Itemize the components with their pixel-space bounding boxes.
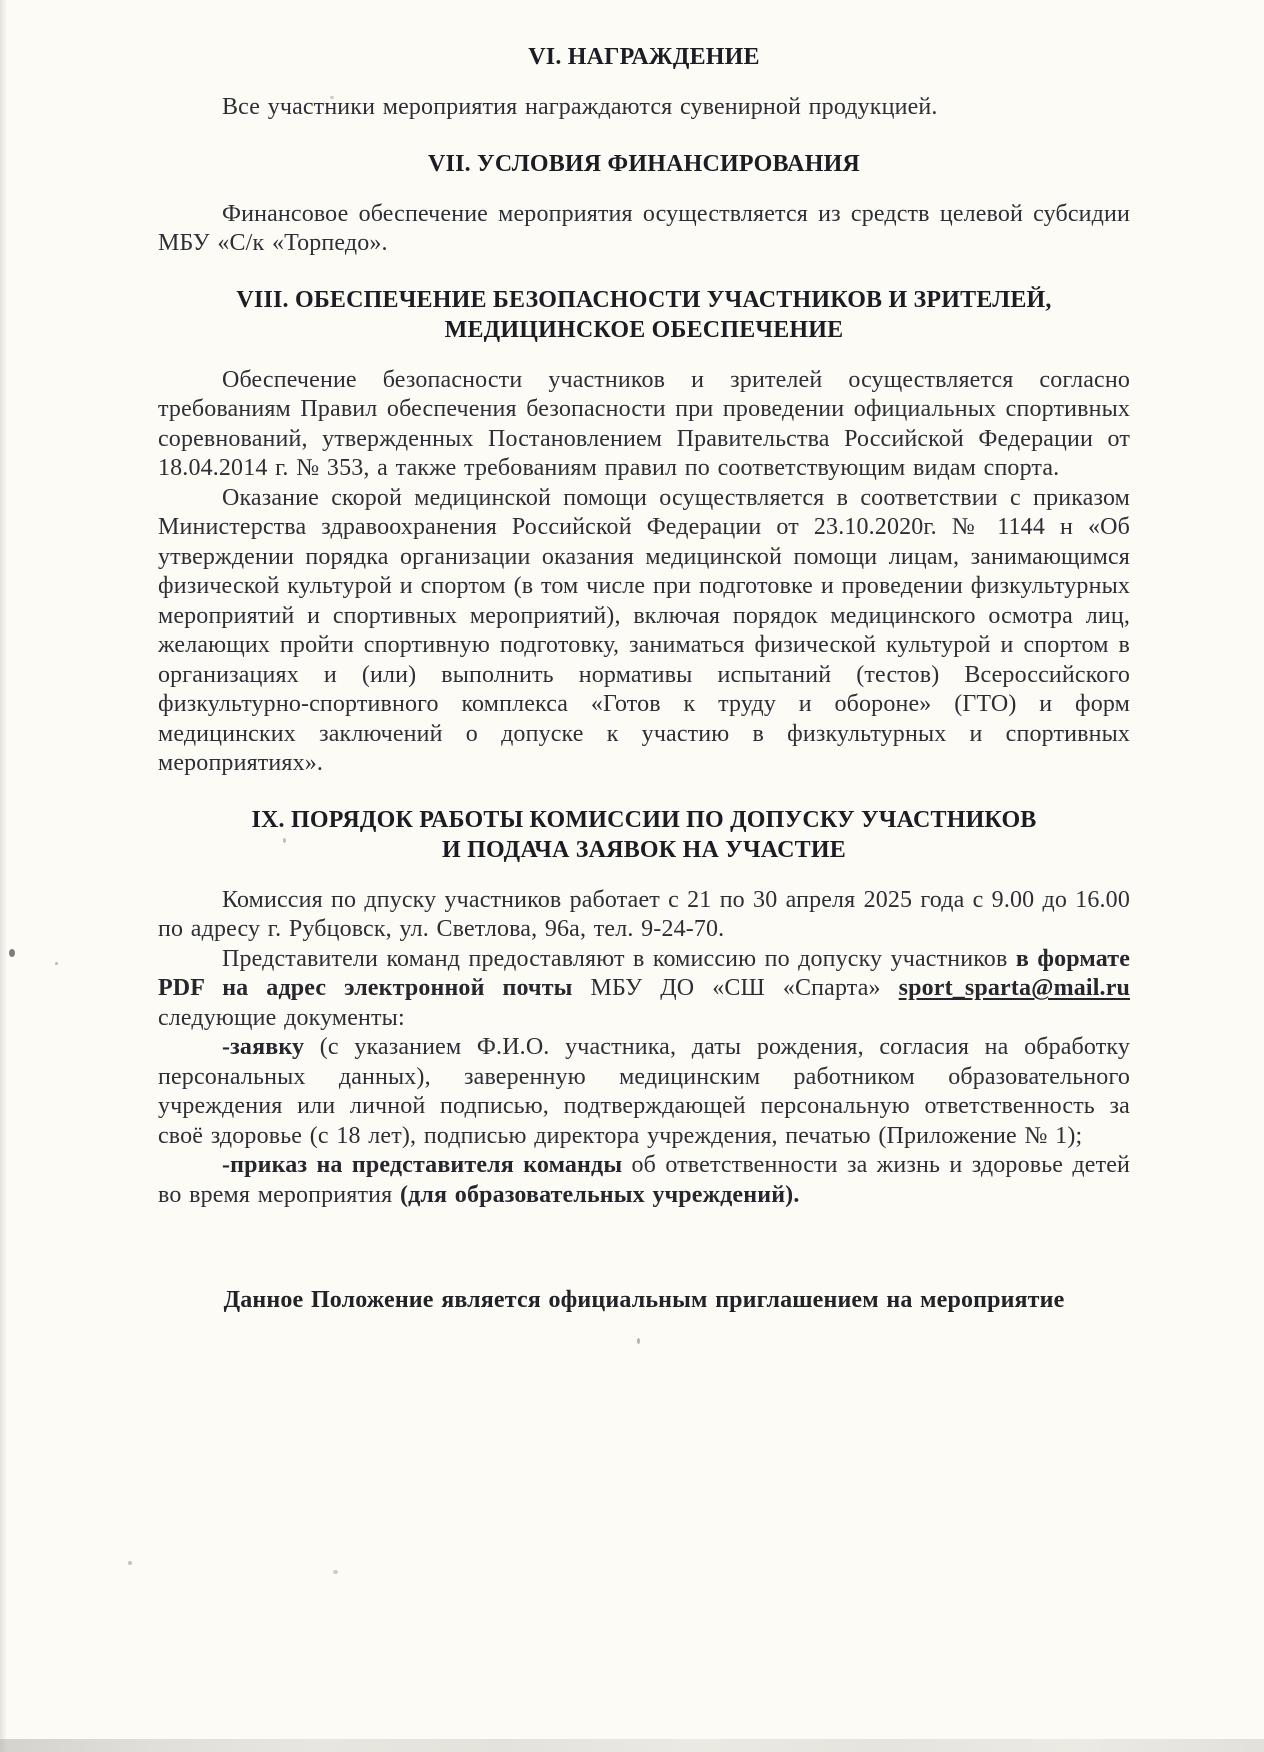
- text-segment: (с указанием Ф.И.О. участника, даты рождения, согласия на обработку персональных данных), заверенную медицинским работником образовательного учреждения или личной подписью, подтверждающей персональную ответственность за своё здоровье (с 18 лет), подписью директора учреждения, печатью (Приложение № 1);: [158, 1034, 1130, 1149]
- section-heading-commission-line1: IX. ПОРЯДОК РАБОТЫ КОМИССИИ ПО ДОПУСКУ УЧАСТНИКОВ: [251, 806, 1037, 833]
- section-heading-financing: VII. УСЛОВИЯ ФИНАНСИРОВАНИЯ: [428, 150, 860, 177]
- text-segment: Представители команд предоставляют в комиссию по допуску участников: [222, 945, 1016, 972]
- section-heading-safety: [158, 285, 1130, 345]
- paragraph-commission-submission: [158, 945, 1130, 1034]
- paragraph-commission-application: [158, 1033, 1130, 1151]
- text-segment: sport_sparta@mail.ru: [898, 975, 1130, 1001]
- text-segment: об ответственности за жизнь и здоровье детей во время мероприятия: [158, 1152, 1131, 1208]
- scan-speck: [9, 949, 15, 957]
- text-segment: -заявку: [222, 1034, 305, 1060]
- section-heading-commission-line2: И ПОДАЧА ЗАЯВОК НА УЧАСТИЕ: [442, 836, 846, 863]
- section-heading-safety-line2: МЕДИЦИНСКОЕ ОБЕСПЕЧЕНИЕ: [444, 316, 844, 343]
- scan-speck: [128, 1561, 132, 1565]
- scan-speck: [55, 962, 58, 965]
- text-segment: (для образовательных учреждений).: [399, 1181, 800, 1208]
- scan-left-edge-artifact: [0, 0, 7, 1752]
- scan-speck: [333, 1570, 338, 1574]
- scan-bottom-band-artifact: [0, 1739, 1264, 1752]
- paragraph-commission-schedule: Комиссия по дпуску участников работает с 21 по 30 апреля 2025 года с 9.00 до 16.00 по адресу г. Рубцовск, ул. Светлова, 96а, тел. 9-24-70.: [158, 886, 1130, 942]
- text-segment: -приказ на представителя команды: [222, 1152, 623, 1178]
- paragraph-medical: Оказание скорой медицинской помощи осуществляется в соответствии с приказом Министерства здравоохранения Российской Федерации от 23.10.2020г. № 1144 н «Об утверждении порядка организации оказания медицинской помощи лицам, занимающимся физической культурой и спортом (в том числе при подготовке и проведении физкультурных мероприятий и спортивных мероприятий), включая порядок медицинского осмотра лиц, желающих пройти спортивную подготовку, заниматься физической культурой и спортом в организациях и (или) выполнить нормативы испытаний (тестов) Всероссийского физкультурно-спортивного комплекса «Готов к труду и обороне» (ГТО) и форм медицинских заключений о допуске к участию в физкультурных и спортивных мероприятиях».: [158, 484, 1130, 776]
- paragraph-financing: Финансовое обеспечение мероприятия осуществляется из средств целевой субсидии МБУ «С/к «Торпедо».: [158, 200, 1130, 256]
- document-content: [158, 42, 1130, 1316]
- section-heading-commission: [158, 805, 1130, 865]
- text-segment: МБУ ДО «СШ «Спарта»: [572, 975, 899, 1001]
- text-segment: в формате PDF на адрес электронной почты: [158, 945, 1130, 1001]
- paragraph-awards: Все участники мероприятия награждаются сувенирной продукцией.: [222, 94, 938, 120]
- paragraph-closing-invitation: Данное Положение является официальным приглашением на мероприятие: [223, 1287, 1065, 1313]
- paragraph-safety: Обеспечение безопасности участников и зрителей осуществляется согласно требованиям Правил обеспечения безопасности при проведении официальных спортивных соревнований, утвержденных Постановлением Правительства Российской Федерации от 18.04.2014 г. № 353, а также требованиям правил по соответствующим видам спорта.: [158, 366, 1130, 481]
- text-segment: следующие документы:: [158, 1004, 405, 1031]
- section-heading-awards: VI. НАГРАЖДЕНИЕ: [528, 44, 760, 70]
- paragraph-commission-order: [158, 1151, 1130, 1210]
- section-heading-safety-line1: VIII. ОБЕСПЕЧЕНИЕ БЕЗОПАСНОСТИ УЧАСТНИКОВ И ЗРИТЕЛЕЙ,: [236, 286, 1052, 313]
- scan-speck: [637, 1338, 640, 1344]
